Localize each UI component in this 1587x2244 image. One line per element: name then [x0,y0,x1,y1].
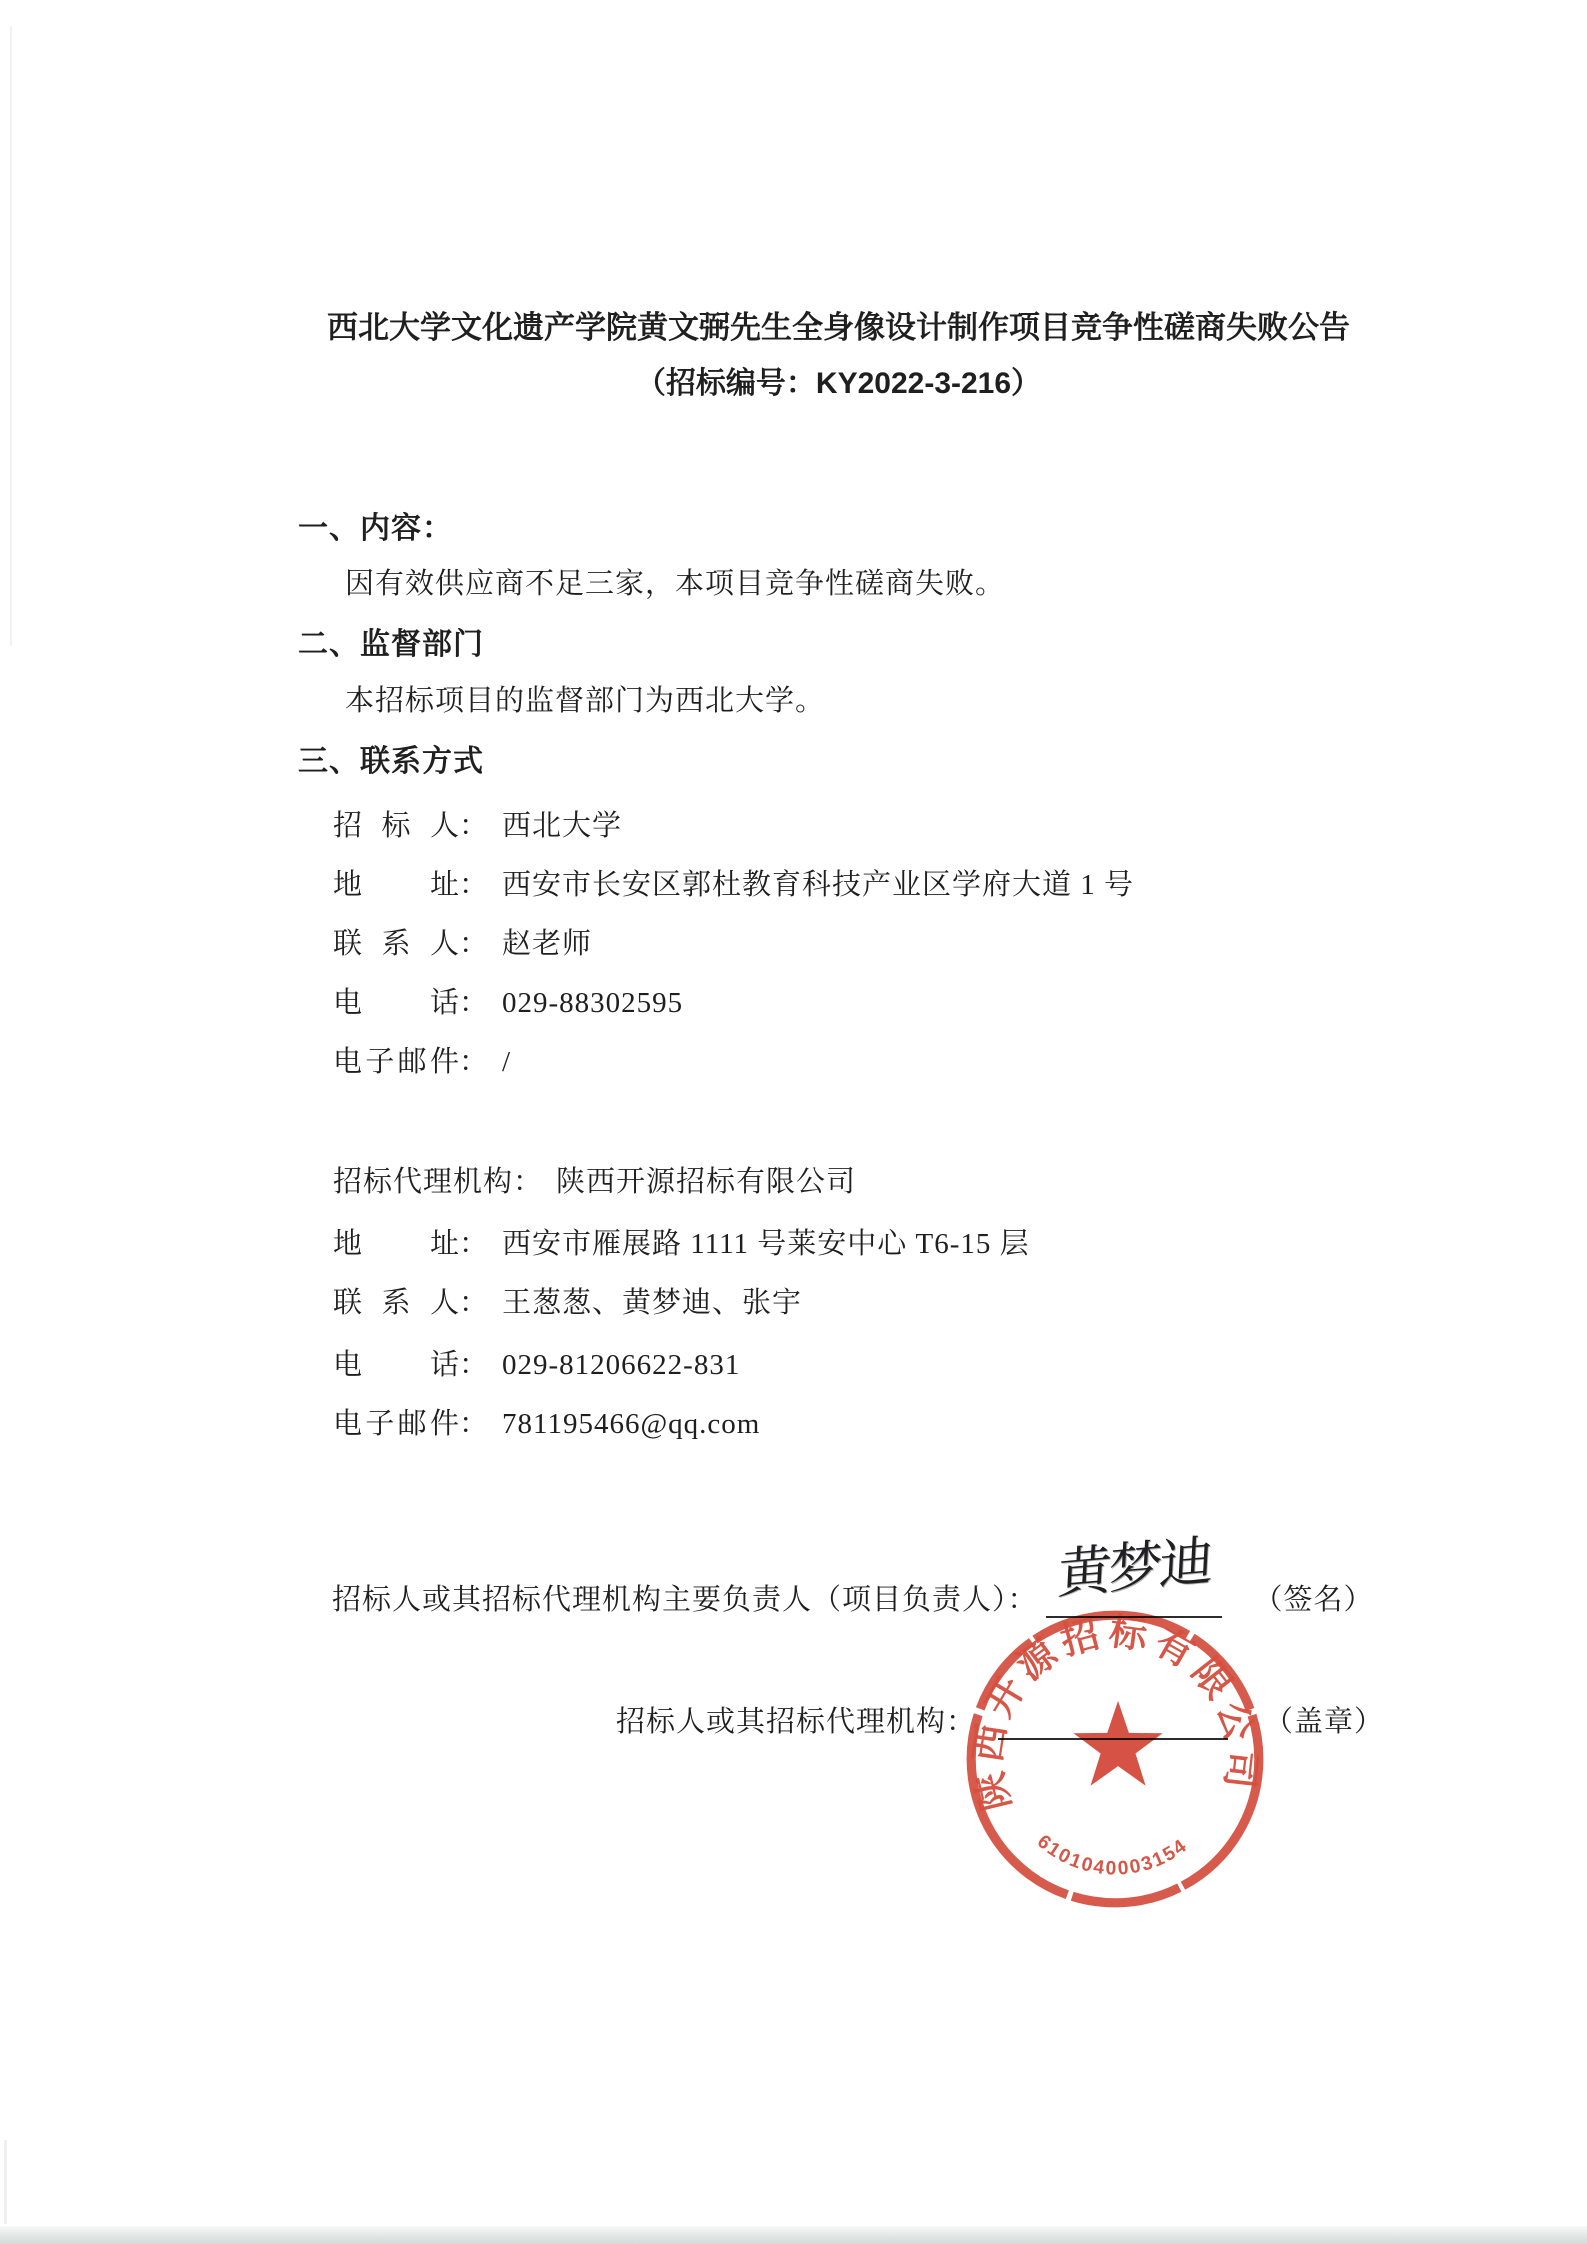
field-label: 地址 [333,869,459,901]
seal-company-text: 陕西开源招标有限公司 [966,1610,1264,1815]
section-body-content: 因有效供应商不足三家，本项目竞争性磋商失败。 [345,568,1006,600]
field-label: 招标代理机构 [333,1166,514,1198]
field-label: 招标人 [333,810,459,842]
section-heading-supervision: 二、监督部门 [298,628,484,661]
signature-line2-suffix: （盖章） [1264,1706,1385,1738]
agency-row-email [333,1401,760,1442]
label-colon: ： [459,1228,489,1260]
label-colon: ： [459,810,489,842]
field-value: 西安市雁展路 1111 号莱安中心 T6-15 层 [502,1228,1030,1260]
company-seal-stamp [962,1606,1268,1912]
label-colon: ： [513,1166,543,1198]
scan-bottom-shadow [0,2226,1587,2244]
handwritten-signature: 黄梦迪 [1056,1529,1212,1606]
field-value: 陕西开源招标有限公司 [556,1166,857,1198]
field-value: 029-88302595 [502,987,684,1019]
field-label: 地址 [333,1228,459,1260]
field-value: 赵老师 [502,928,593,960]
document-title: 西北大学文化遗产学院黄文弼先生全身像设计制作项目竞争性磋商失败公告 [327,310,1350,345]
label-colon: ： [459,1046,489,1078]
field-value: / [502,1046,512,1078]
field-label: 电话 [333,1349,459,1381]
field-value: 西安市长安区郭杜教育科技产业区学府大道 1 号 [502,869,1135,901]
field-value: 029-81206622-831 [502,1349,741,1381]
seal-star-icon [1073,1701,1162,1786]
label-colon: ： [459,928,489,960]
field-value: 王葱葱、黄梦迪、张宇 [502,1287,803,1319]
agency-row-phone [333,1342,740,1383]
tenderer-row-email [333,1039,511,1080]
tenderer-row-address [333,862,1134,903]
field-label: 电子邮件 [333,1408,459,1440]
scan-edge-line-bottom [4,2140,7,2224]
field-label: 电话 [333,987,459,1019]
signature-line2-label: 招标人或其招标代理机构： [616,1706,977,1738]
label-colon: ： [459,987,489,1019]
field-label: 联系人 [333,928,459,960]
agency-row-address [333,1221,1030,1262]
tenderer-row-contact-person [333,921,592,962]
tenderer-row-phone [333,980,683,1021]
label-colon: ： [459,1408,489,1440]
field-value: 西北大学 [502,810,623,842]
label-colon: ： [459,1287,489,1319]
agency-row-name [333,1159,856,1200]
tenderer-row-name [333,803,622,844]
section-heading-content: 一、内容： [298,512,453,545]
signature-line1-suffix: （签名） [1253,1584,1374,1616]
section-body-supervision: 本招标项目的监督部门为西北大学。 [345,685,826,717]
signature-line1-label: 招标人或其招标代理机构主要负责人（项目负责人）： [332,1584,1038,1616]
label-colon: ： [459,1349,489,1381]
scan-edge-line [10,26,12,646]
field-label: 联系人 [333,1287,459,1319]
tender-number: （招标编号：KY2022-3-216） [635,367,1042,400]
section-heading-contact: 三、联系方式 [298,745,484,778]
seal-number-text: 6101040003154 [1032,1830,1193,1880]
field-value: 781195466@qq.com [502,1408,761,1440]
label-colon: ： [459,869,489,901]
field-label: 电子邮件 [333,1046,459,1078]
agency-row-contact-person [333,1280,802,1321]
